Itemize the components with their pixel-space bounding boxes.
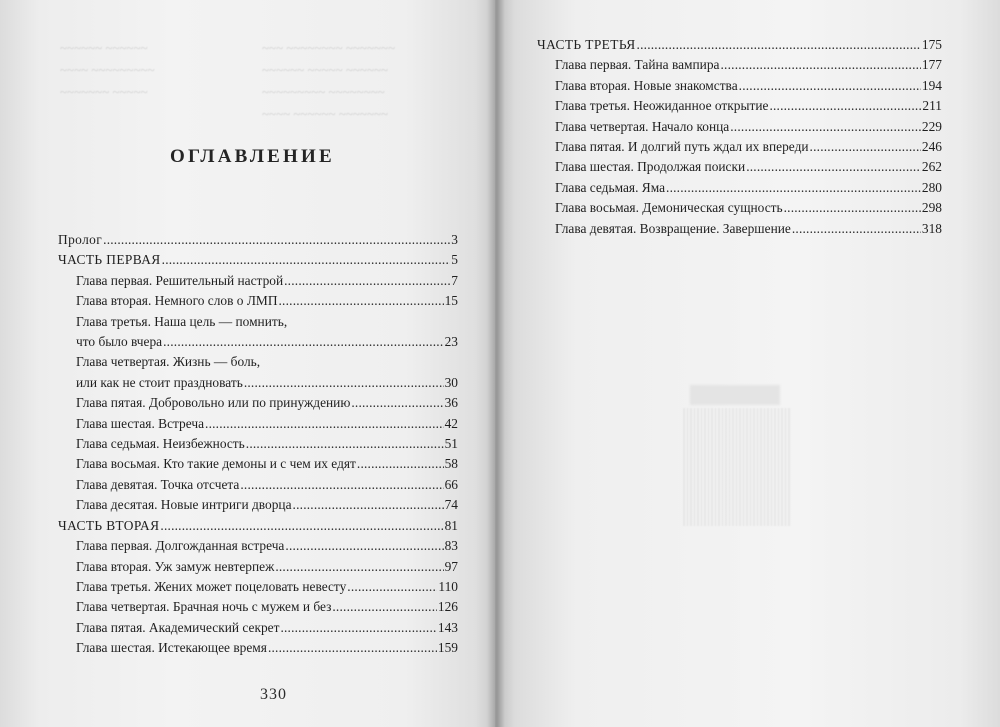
toc-entry-title: Глава третья. Жених может поцеловать невесту [76,578,347,594]
toc-entry-row [58,618,458,638]
toc-page-number: 83 [444,538,458,554]
show-through-text: ~~~~~~ ~~~~~~ [60,40,148,55]
dot-leader [163,332,443,352]
dot-leader [792,219,921,239]
toc-page-number: 159 [437,640,458,656]
toc-entry-title: Глава четвертая. Начало конца [555,118,730,134]
dot-leader [162,250,451,270]
toc-entry-row [58,597,458,617]
toc-entry-row [58,332,458,352]
toc-page-number: 110 [438,578,458,594]
dot-leader [784,198,921,218]
toc-page-number: 143 [437,619,458,635]
toc-entry-row [58,291,458,311]
show-through-text: ~~~~ ~~~~~~ ~~~~~~~ [262,106,389,121]
dot-leader [244,373,444,393]
toc-entry-title: Глава девятая. Точка отсчета [76,476,240,492]
show-through-text: ~~~~ ~~~~~~~~~ [60,62,155,77]
toc-entry-title: Глава четвертая. Жизнь — боль, [76,354,261,370]
toc-entry-row [537,117,942,137]
toc-page-number: 262 [921,159,942,175]
toc-page-number: 36 [444,395,458,411]
show-through-barcode [683,408,791,526]
toc-entry-title: Глава пятая. И долгий путь ждал их впереди [555,139,809,155]
toc-entry-row [58,454,458,474]
dot-leader [103,230,450,250]
dot-leader [769,96,921,116]
toc-entry-title: или как не стоит праздновать [76,374,243,390]
toc-page-number: 211 [922,98,942,114]
toc-entry-title: что было вчера [76,334,163,350]
toc-entry-row [58,352,458,372]
show-through-text: ~~~~~~~ ~~~~~ [60,84,148,99]
toc-entry-row [537,157,942,177]
book-gutter-shadow [487,0,505,727]
toc-page-number: 246 [921,139,942,155]
toc-entry-title: Глава пятая. Добровольно или по принуждению [76,395,351,411]
toc-entry-title: Глава вторая. Новые знакомства [555,77,738,93]
toc-page-number: 177 [921,57,942,73]
dot-leader [284,271,450,291]
toc-part-row [58,250,458,270]
toc-entry-row [537,55,942,75]
toc-entry-row [537,96,942,116]
dot-leader [730,117,921,137]
show-through-text: ~~~~~~ ~~~~~ ~~~~~~ [262,62,389,77]
toc-page-number: 42 [444,415,458,431]
toc-entry-row [58,536,458,556]
toc-entry-row [58,557,458,577]
dot-leader [160,516,443,536]
toc-page-number: 30 [444,374,458,390]
dot-leader [275,557,443,577]
dot-leader [268,638,437,658]
toc-entry-title: Глава пятая. Академический секрет [76,619,280,635]
dot-leader [721,55,921,75]
toc-entry-row [58,393,458,413]
toc-page-number: 51 [444,436,458,452]
toc-page-number: 74 [444,497,458,513]
toc-entry-title: Глава десятая. Новые интриги дворца [76,497,292,513]
toc-page-number: 97 [444,558,458,574]
toc-entry-row [58,495,458,515]
toc-entry-row [58,271,458,291]
dot-leader [240,475,443,495]
toc-entry-row [58,414,458,434]
toc-entry-title: ЧАСТЬ ВТОРАЯ [58,517,160,533]
dot-leader [246,434,444,454]
toc-entry-title: Глава шестая. Продолжая поиски [555,159,746,175]
toc-page-number: 280 [921,179,942,195]
toc-entry-row [58,230,458,250]
toc-entry-row [58,312,458,332]
toc-list-left [58,230,458,659]
toc-page-number: 7 [451,272,458,288]
dot-leader [332,597,437,617]
toc-page-number: 194 [921,77,942,93]
right-page [495,0,1000,727]
toc-page-number: 81 [444,517,458,533]
toc-entry-title: Глава шестая. Встреча [76,415,205,431]
page-number: 330 [260,686,287,703]
dot-leader [810,137,921,157]
show-through-text: ~~~ ~~~~~~~~ ~~~~~~~ [262,40,396,55]
dot-leader [739,76,921,96]
toc-entry-title: Глава третья. Наша цель — помнить, [76,313,288,329]
toc-entry-row [58,475,458,495]
show-through-logo [690,385,780,405]
show-through-text: ~~~~~~~~~ ~~~~~~~~ [262,84,385,99]
toc-entry-title: ЧАСТЬ ТРЕТЬЯ [537,37,636,52]
dot-leader [293,495,444,515]
toc-page-number: 175 [921,37,942,52]
toc-entry-title: Глава восьмая. Кто такие демоны и с чем их едят [76,456,356,472]
toc-entry-title: Глава первая. Долгожданная встреча [76,538,285,554]
toc-entry-row [58,577,458,597]
dot-leader [285,536,443,556]
toc-entry-title: Глава четвертая. Брачная ночь с мужем и без [76,599,332,615]
toc-entry-title: ЧАСТЬ ПЕРВАЯ [58,252,161,268]
toc-entry-title: Глава вторая. Немного слов о ЛМП [76,293,278,309]
toc-entry-row [537,76,942,96]
toc-page-number: 229 [921,118,942,134]
dot-leader [279,291,444,311]
toc-part-row [58,516,458,536]
dot-leader [280,618,436,638]
toc-page-number: 3 [451,232,458,247]
toc-page-number: 318 [921,220,942,236]
toc-page-number: 126 [437,599,458,615]
toc-entry-row [537,178,942,198]
dot-leader [746,157,921,177]
toc-page-number: 23 [444,334,458,350]
toc-entry-title: Глава шестая. Истекающее время [76,640,267,656]
toc-title: ОГЛАВЛЕНИЕ [170,146,335,167]
dot-leader [637,35,921,55]
toc-page-number: 5 [451,252,458,268]
toc-page-number: 15 [444,293,458,309]
toc-entry-title: Глава восьмая. Демоническая сущность [555,200,783,216]
toc-entry-title: Пролог [58,232,103,247]
toc-entry-row [537,219,942,239]
toc-page-number: 298 [921,200,942,216]
left-page [0,0,495,727]
toc-entry-title: Глава третья. Неожиданное открытие [555,98,769,114]
toc-page-number: 58 [444,456,458,472]
toc-entry-row [537,137,942,157]
dot-leader [357,454,444,474]
toc-part-row [537,35,942,55]
toc-entry-title: Глава первая. Тайна вампира [555,57,720,73]
dot-leader [205,414,444,434]
toc-entry-title: Глава первая. Решительный настрой [76,272,284,288]
toc-page-number: 66 [444,476,458,492]
toc-entry-row [58,373,458,393]
toc-entry-title: Глава седьмая. Яма [555,179,666,195]
toc-entry-title: Глава седьмая. Неизбежность [76,436,245,452]
toc-entry-row [58,638,458,658]
toc-entry-title: Глава вторая. Уж замуж невтерпеж [76,558,275,574]
toc-entry-row [58,434,458,454]
toc-entry-row [537,198,942,218]
dot-leader [666,178,921,198]
dot-leader [347,577,437,597]
toc-entry-title: Глава девятая. Возвращение. Завершение [555,220,791,236]
dot-leader [351,393,443,413]
toc-list-right [537,35,942,239]
